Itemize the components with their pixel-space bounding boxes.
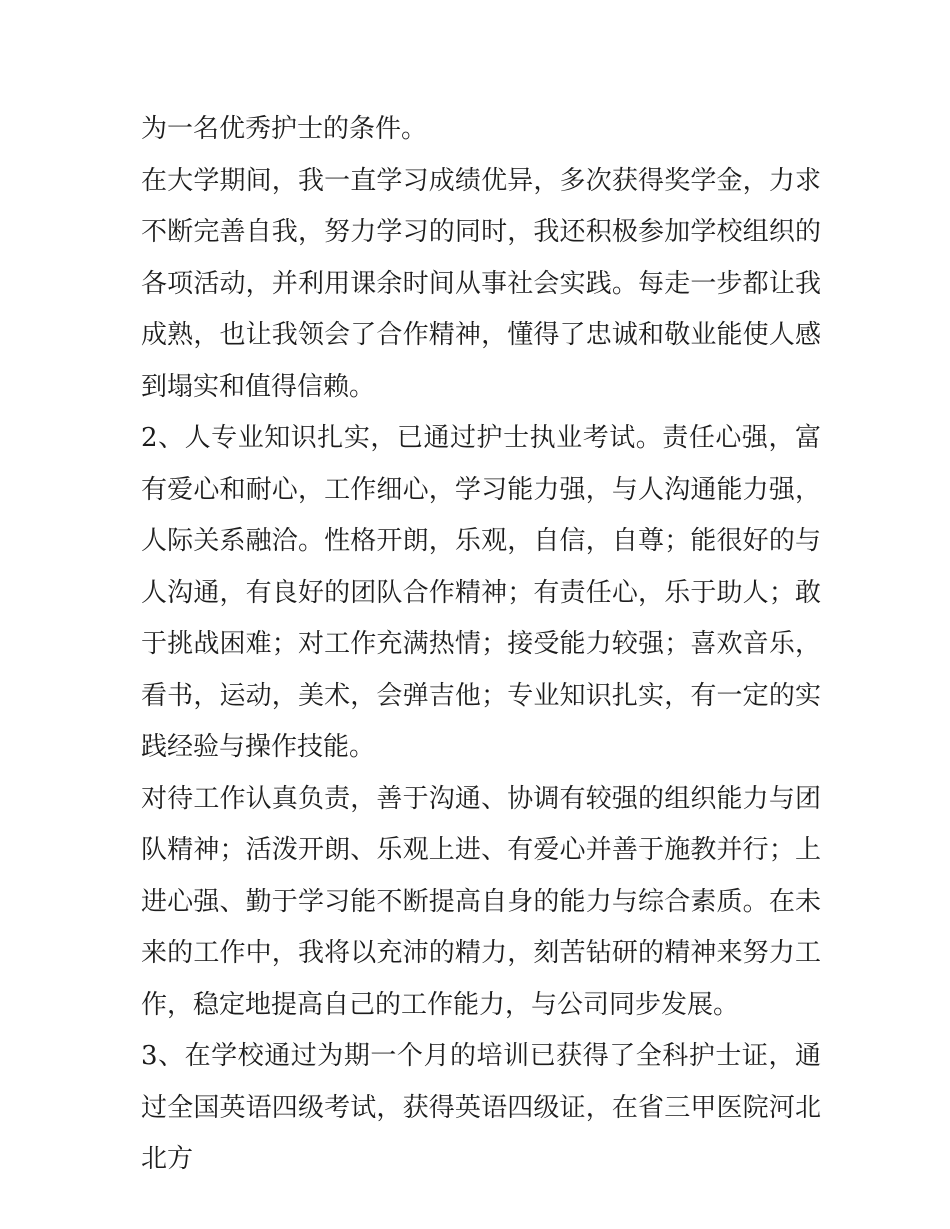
paragraph-continuation: 为一名优秀护士的条件。 bbox=[141, 114, 428, 144]
paragraph-work-attitude: 对待工作认真负责，善于沟通、协调有较强的组织能力与团队精神；活泼开朗、乐观上进、有爱心并善于施教并行；上进心强、勤于学习能不断提高自身的能力与综合素质。在未来的工作中，我将以充沛的精力，刻苦钻研的精神来努力工作，稳定地提高自己的工作能力，与公司同步发展。 bbox=[141, 783, 821, 1020]
paragraph-point-3-certificates: 3、在学校通过为期一个月的培训已获得了全科护士证，通过全国英语四级考试，获得英语四级证，在省三甲医院河北北方 bbox=[141, 1041, 821, 1174]
document-body bbox=[141, 104, 821, 1186]
paragraph-university-experience: 在大学期间，我一直学习成绩优异，多次获得奖学金，力求不断完善自我，努力学习的同时，我还积极参加学校组织的各项活动，并利用课余时间从事社会实践。每走一步都让我成熟，也让我领会了合作精神，懂得了忠诚和敬业能使人感到塌实和值得信赖。 bbox=[141, 165, 821, 402]
paragraph-point-2-skills: 2、人专业知识扎实，已通过护士执业考试。责任心强，富有爱心和耐心，工作细心，学习能力强，与人沟通能力强，人际关系融洽。性格开朗，乐观，自信，自尊；能很好的与人沟通，有良好的团队合作精神；有责任心，乐于助人；敢于挑战困难；对工作充满热情；接受能力较强；喜欢音乐，看书，运动，美术，会弹吉他；专业知识扎实，有一定的实践经验与操作技能。 bbox=[141, 423, 821, 762]
